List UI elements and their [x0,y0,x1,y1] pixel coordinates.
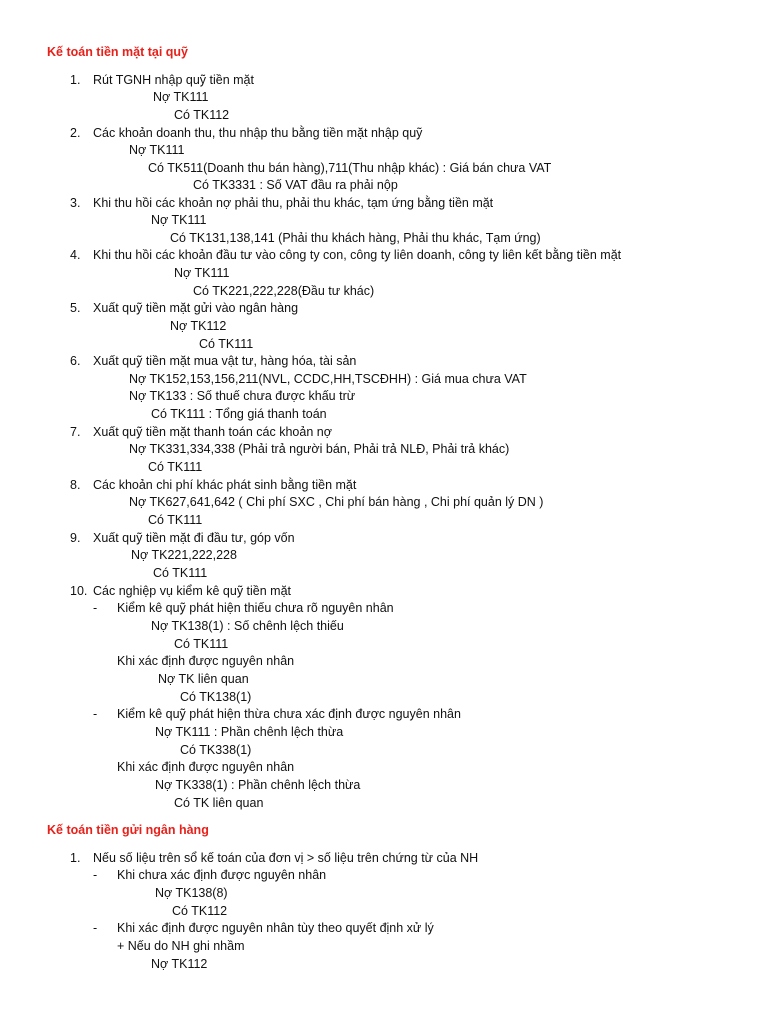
item-text: Nếu số liệu trên sổ kế toán của đơn vị > số liệu trên chứng từ của NH [93,851,479,865]
note-line: + Nếu do NH ghi nhầm [117,939,245,953]
sub-item-text: Kiểm kê quỹ phát hiện thừa chưa xác định được nguyên nhân [117,707,461,721]
section-heading-bank-deposit: Kế toán tiền gửi ngân hàng [47,823,209,837]
credit-line: Có TK3331 : Số VAT đầu ra phải nộp [193,178,398,192]
item-number: 7. [70,425,81,439]
credit-line: Có TK111 [148,460,203,474]
item-number: 2. [70,126,81,140]
debit-line: Nợ TK111 [129,143,185,157]
debit-line: Nợ TK liên quan [158,672,249,686]
debit-line: Nợ TK112 [151,957,208,971]
debit-line: Nợ TK138(1) : Số chênh lệch thiếu [151,619,344,633]
item-text: Khi thu hồi các khoản đầu tư vào công ty con, công ty liên doanh, công ty liên kết bằng tiền mặt [93,248,622,262]
debit-line: Nợ TK111 [151,213,207,227]
credit-line: Có TK111 [199,337,254,351]
credit-line: Có TK338(1) [180,743,252,757]
debit-line: Nợ TK111 [174,266,230,280]
item-number: 1. [70,73,81,87]
item-text: Rút TGNH nhập quỹ tiền mặt [93,73,254,87]
debit-line: Nợ TK152,153,156,211(NVL, CCDC,HH,TSCĐHH) : Giá mua chưa VAT [129,372,527,386]
credit-line: Có TK111 [148,513,203,527]
credit-line: Có TK221,222,228(Đầu tư khác) [193,284,375,298]
sub-item-text: Khi chưa xác định được nguyên nhân [117,868,327,882]
item-number: 8. [70,478,81,492]
dash-marker: - [93,601,98,615]
debit-line: Nợ TK111 [153,90,209,104]
sub-item-text: Kiểm kê quỹ phát hiện thiếu chưa rõ nguyên nhân [117,601,394,615]
item-number: 1. [70,851,81,865]
item-text: Các nghiệp vụ kiểm kê quỹ tiền mặt [93,584,292,598]
debit-line: Nợ TK627,641,642 ( Chi phí SXC , Chi phí bán hàng , Chi phí quản lý DN ) [129,495,544,509]
item-number: 5. [70,301,81,315]
item-text: Khi thu hồi các khoản nợ phải thu, phải thu khác, tạm ứng bằng tiền mặt [93,196,494,210]
note-line: Khi xác định được nguyên nhân [117,654,295,668]
debit-line: Nợ TK111 : Phần chênh lệch thừa [155,725,344,739]
item-text: Xuất quỹ tiền mặt đi đầu tư, góp vốn [93,531,295,545]
sub-item-text: Khi xác định được nguyên nhân tùy theo quyết định xử lý [117,921,434,935]
debit-line: Nợ TK138(8) [155,886,228,900]
credit-line: Có TK111 [174,637,229,651]
credit-line: Có TK111 [153,566,208,580]
section-heading-cash-fund: Kế toán tiền mặt tại quỹ [47,45,188,59]
credit-line: Có TK liên quan [174,796,264,810]
credit-line: Có TK112 [174,108,230,122]
item-number: 10. [70,584,88,598]
credit-line: Có TK131,138,141 (Phải thu khách hàng, Phải thu khác, Tạm ứng) [170,231,541,245]
credit-line: Có TK138(1) [180,690,252,704]
dash-marker: - [93,868,98,882]
item-text: Các khoản doanh thu, thu nhập thu bằng tiền mặt nhập quỹ [93,126,423,140]
item-number: 4. [70,248,81,262]
item-number: 3. [70,196,81,210]
credit-line: Có TK111 : Tổng giá thanh toán [151,407,327,421]
item-text: Xuất quỹ tiền mặt gửi vào ngân hàng [93,301,299,315]
debit-line: Nợ TK338(1) : Phần chênh lệch thừa [155,778,361,792]
note-line: Khi xác định được nguyên nhân [117,760,295,774]
debit-line: Nợ TK221,222,228 [131,548,237,562]
item-number: 9. [70,531,81,545]
item-text: Các khoản chi phí khác phát sinh bằng tiền mặt [93,478,357,492]
credit-line: Có TK112 [172,904,228,918]
item-text: Xuất quỹ tiền mặt mua vật tư, hàng hóa, tài sản [93,354,357,368]
item-number: 6. [70,354,81,368]
debit-line: Nợ TK331,334,338 (Phải trả người bán, Phải trả NLĐ, Phải trả khác) [129,442,510,456]
debit-line: Nợ TK112 [170,319,227,333]
dash-marker: - [93,707,98,721]
item-text: Xuất quỹ tiền mặt thanh toán các khoản nợ [93,425,332,439]
credit-line: Có TK511(Doanh thu bán hàng),711(Thu nhập khác) : Giá bán chưa VAT [148,161,552,175]
debit-line: Nợ TK133 : Số thuế chưa được khấu trừ [129,389,356,403]
dash-marker: - [93,921,98,935]
